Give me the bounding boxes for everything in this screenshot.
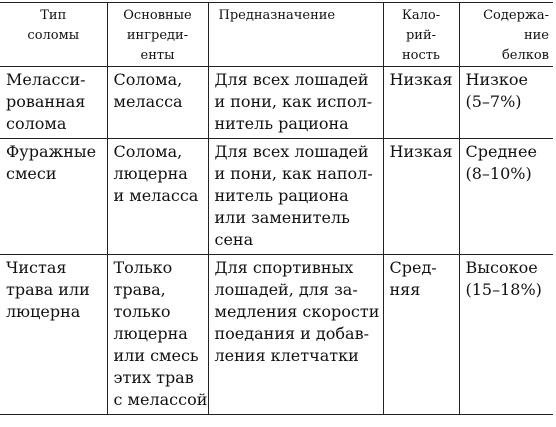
table-row <box>0 139 553 255</box>
cell-straw-type: Меласси- рованная солома <box>0 67 107 139</box>
cell-straw-type: Фуражные смеси <box>0 139 107 255</box>
cell-purpose: Для всех лошадей и пони, как напол- нитель рациона или заменитель сена <box>208 139 383 255</box>
header-protein: Содержа- ние белков <box>459 3 553 67</box>
header-purpose: Предназначение <box>208 3 383 67</box>
table-row <box>0 255 553 415</box>
cell-protein: Среднее (8–10%) <box>459 139 553 255</box>
cell-protein: Высокое (15–18%) <box>459 255 553 415</box>
cell-protein: Низкое (5–7%) <box>459 67 553 139</box>
cell-calories: Низкая <box>383 67 459 139</box>
cell-calories: Сред- няя <box>383 255 459 415</box>
cell-purpose: Для спортивных лошадей, для за- медления скорости поедания и добав- ления клетчатки <box>208 255 383 415</box>
header-ingredients: Основные ингреди- енты <box>107 3 208 67</box>
cell-straw-type: Чистая трава или люцерна <box>0 255 107 415</box>
cell-calories: Низкая <box>383 139 459 255</box>
cell-ingredients: Только трава, только люцерна или смесь этих трав с мелассой <box>107 255 208 415</box>
cell-ingredients: Солома, меласса <box>107 67 208 139</box>
header-straw-type: Тип соломы <box>0 3 107 67</box>
cell-purpose: Для всех лошадей и пони, как испол- нитель рациона <box>208 67 383 139</box>
straw-types-table <box>0 2 553 415</box>
cell-ingredients: Солома, люцерна и меласса <box>107 139 208 255</box>
header-calories: Кало- рий- ность <box>383 3 459 67</box>
table-row <box>0 67 553 139</box>
header-row <box>0 3 553 67</box>
